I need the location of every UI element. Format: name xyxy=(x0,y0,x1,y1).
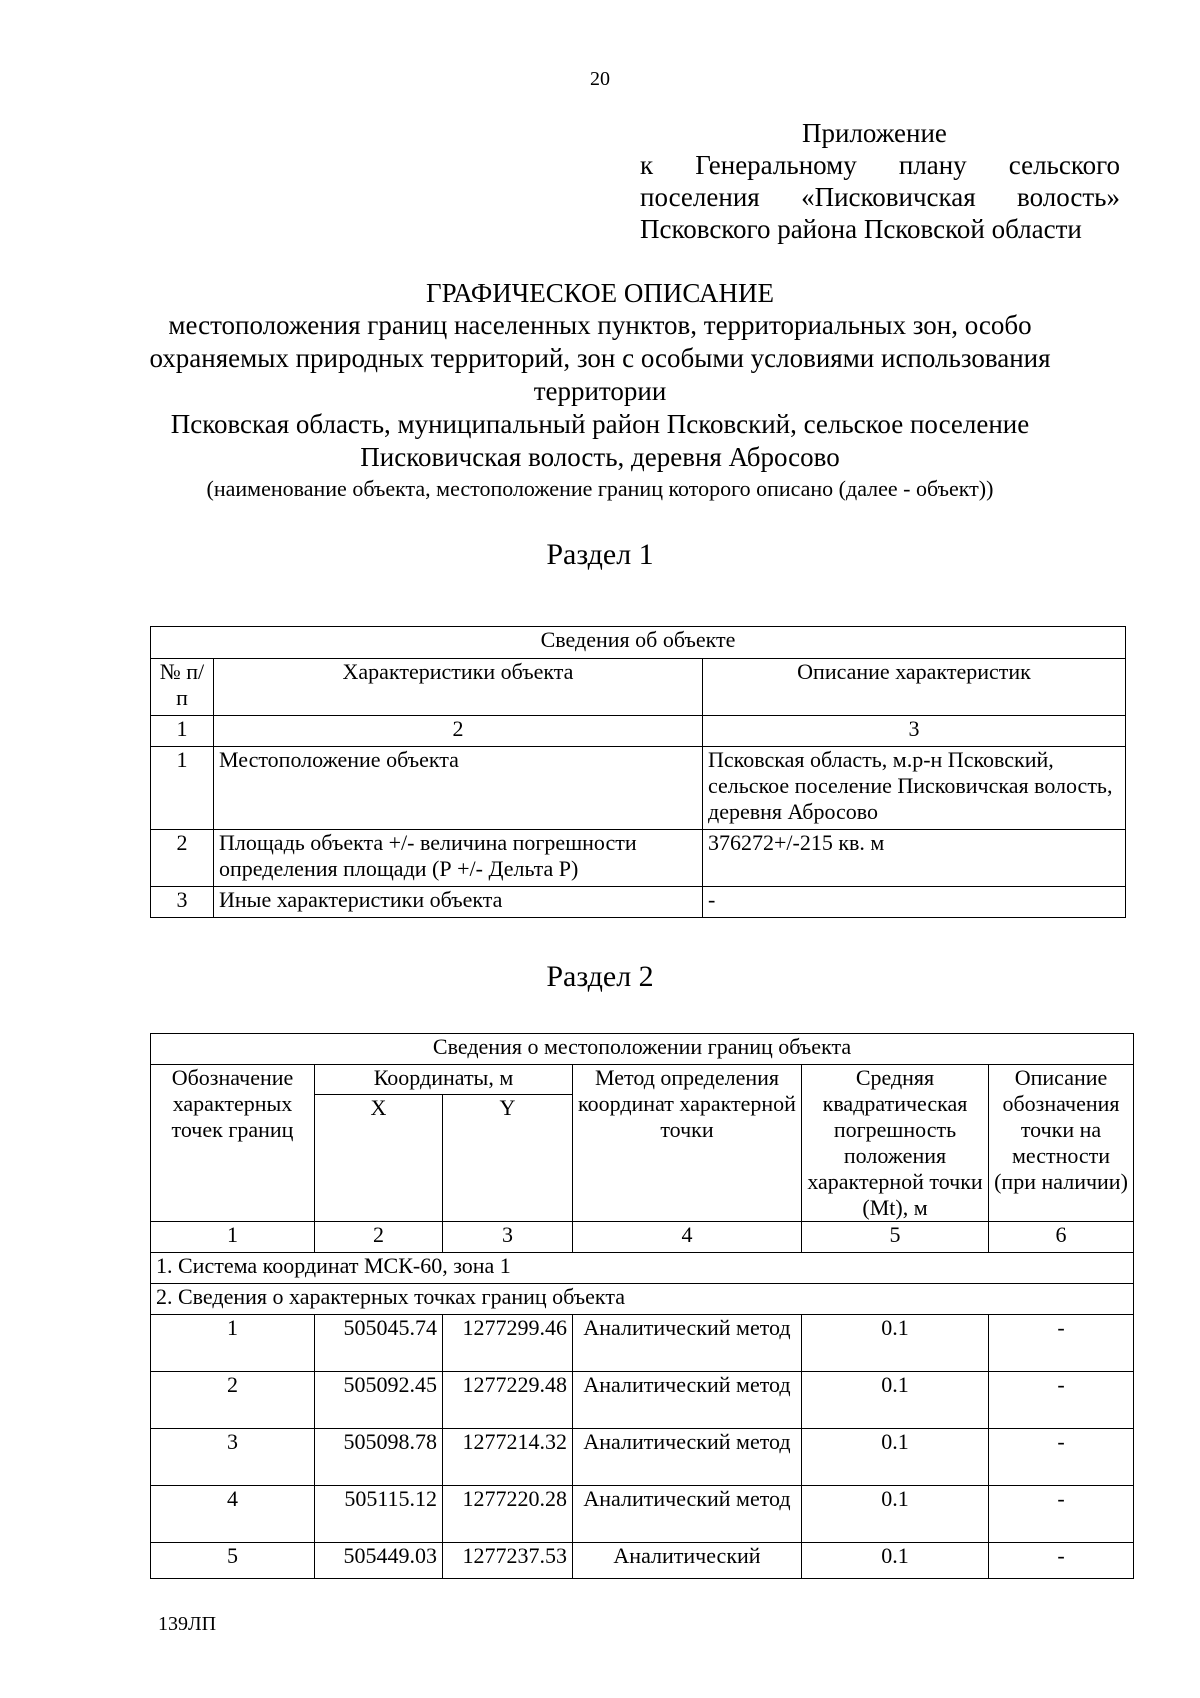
document-title: ГРАФИЧЕСКОЕ ОПИСАНИЕ xyxy=(425,278,775,308)
footer-code: 139ЛП xyxy=(158,1613,217,1635)
point-number: 3 xyxy=(151,1429,315,1486)
point-number: 4 xyxy=(151,1486,315,1543)
heading-line: территории xyxy=(533,376,667,406)
table-row xyxy=(151,887,1126,918)
table-row xyxy=(151,1315,1134,1372)
point-method: Аналитический метод xyxy=(573,1315,802,1372)
point-error: 0.1 xyxy=(802,1429,989,1486)
point-description: - xyxy=(989,1543,1134,1579)
point-method: Аналитический xyxy=(573,1543,802,1579)
point-description: - xyxy=(989,1429,1134,1486)
header-y: Y xyxy=(443,1095,573,1222)
point-x: 505092.45 xyxy=(315,1372,443,1429)
table-row xyxy=(151,1372,1134,1429)
header-characteristic: Характеристики объекта xyxy=(214,659,703,716)
point-error: 0.1 xyxy=(802,1372,989,1429)
row-characteristic: Площадь объекта +/- величина погрешности определения площади (Р +/- Дельта Р) xyxy=(214,830,703,887)
row-description: Псковская область, м.р-н Псковский, сельское поселение Писковичская волость, деревня Абросово xyxy=(703,747,1126,830)
appendix-line: поселения «Писковичская волость» xyxy=(640,182,1120,212)
point-description: - xyxy=(989,1372,1134,1429)
heading-line: местоположения границ населенных пунктов, территориальных зон, особо xyxy=(168,310,1032,340)
column-number: 1 xyxy=(151,716,214,747)
row-description: 376272+/-215 кв. м xyxy=(703,830,1126,887)
point-number: 1 xyxy=(151,1315,315,1372)
column-number: 2 xyxy=(315,1222,443,1253)
heading-line: охраняемых природных территорий, зон с особыми условиями использования xyxy=(149,343,1051,373)
point-number: 2 xyxy=(151,1372,315,1429)
heading-line: Писковичская волость, деревня Абросово xyxy=(360,442,840,472)
header-point-description: Описание обозначения точки на местности (при наличии) xyxy=(989,1065,1134,1222)
table-row xyxy=(151,830,1126,887)
row-number: 2 xyxy=(151,830,214,887)
table-row xyxy=(151,1543,1134,1579)
column-number: 2 xyxy=(214,716,703,747)
point-error: 0.1 xyxy=(802,1486,989,1543)
appendix-line: к Генеральному плану сельского xyxy=(640,150,1120,180)
point-method: Аналитический метод xyxy=(573,1372,802,1429)
header-description: Описание характеристик xyxy=(703,659,1126,716)
point-y: 1277214.32 xyxy=(443,1429,573,1486)
column-number: 3 xyxy=(703,716,1126,747)
section-1-title: Раздел 1 xyxy=(546,538,654,571)
coordinate-system: 1. Система координат МСК-60, зона 1 xyxy=(151,1253,1134,1284)
header-x: X xyxy=(315,1095,443,1222)
column-number: 3 xyxy=(443,1222,573,1253)
heading-line: Псковская область, муниципальный район Псковский, сельское поселение xyxy=(170,409,1030,439)
header-number: № п/п xyxy=(151,659,214,716)
point-number: 5 xyxy=(151,1543,315,1579)
header-designation: Обозначение характерных точек границ xyxy=(151,1065,315,1222)
object-info-table xyxy=(150,626,1126,918)
table-row xyxy=(151,1486,1134,1543)
section-2-title: Раздел 2 xyxy=(546,960,654,993)
points-subheading: 2. Сведения о характерных точках границ объекта xyxy=(151,1284,1134,1315)
row-number: 1 xyxy=(151,747,214,830)
table-row xyxy=(151,1429,1134,1486)
point-y: 1277229.48 xyxy=(443,1372,573,1429)
header-method: Метод определения координат характерной точки xyxy=(573,1065,802,1222)
row-number: 3 xyxy=(151,887,214,918)
row-characteristic: Местоположение объекта xyxy=(214,747,703,830)
row-characteristic: Иные характеристики объекта xyxy=(214,887,703,918)
point-y: 1277220.28 xyxy=(443,1486,573,1543)
table-caption: Сведения о местоположении границ объекта xyxy=(151,1034,1134,1065)
point-method: Аналитический метод xyxy=(573,1486,802,1543)
page-number: 20 xyxy=(590,68,610,90)
appendix-line: Псковского района Псковской области xyxy=(640,214,1082,244)
point-error: 0.1 xyxy=(802,1543,989,1579)
column-number: 5 xyxy=(802,1222,989,1253)
point-description: - xyxy=(989,1315,1134,1372)
header-coordinates: Координаты, м xyxy=(315,1065,573,1095)
point-y: 1277237.53 xyxy=(443,1543,573,1579)
point-x: 505098.78 xyxy=(315,1429,443,1486)
row-description: - xyxy=(703,887,1126,918)
column-number: 1 xyxy=(151,1222,315,1253)
point-x: 505449.03 xyxy=(315,1543,443,1579)
point-x: 505045.74 xyxy=(315,1315,443,1372)
point-x: 505115.12 xyxy=(315,1486,443,1543)
point-method: Аналитический метод xyxy=(573,1429,802,1486)
boundary-points-table xyxy=(150,1033,1134,1579)
appendix-title: Приложение xyxy=(802,118,947,148)
point-description: - xyxy=(989,1486,1134,1543)
table-caption: Сведения об объекте xyxy=(151,627,1126,659)
column-number: 6 xyxy=(989,1222,1134,1253)
table-row xyxy=(151,747,1126,830)
header-error: Средняя квадратическая погрешность положения характерной точки (Mt), м xyxy=(802,1065,989,1222)
point-y: 1277299.46 xyxy=(443,1315,573,1372)
heading-note: (наименование объекта, местоположение границ которого описано (далее - объект)) xyxy=(206,476,994,501)
point-error: 0.1 xyxy=(802,1315,989,1372)
column-number: 4 xyxy=(573,1222,802,1253)
